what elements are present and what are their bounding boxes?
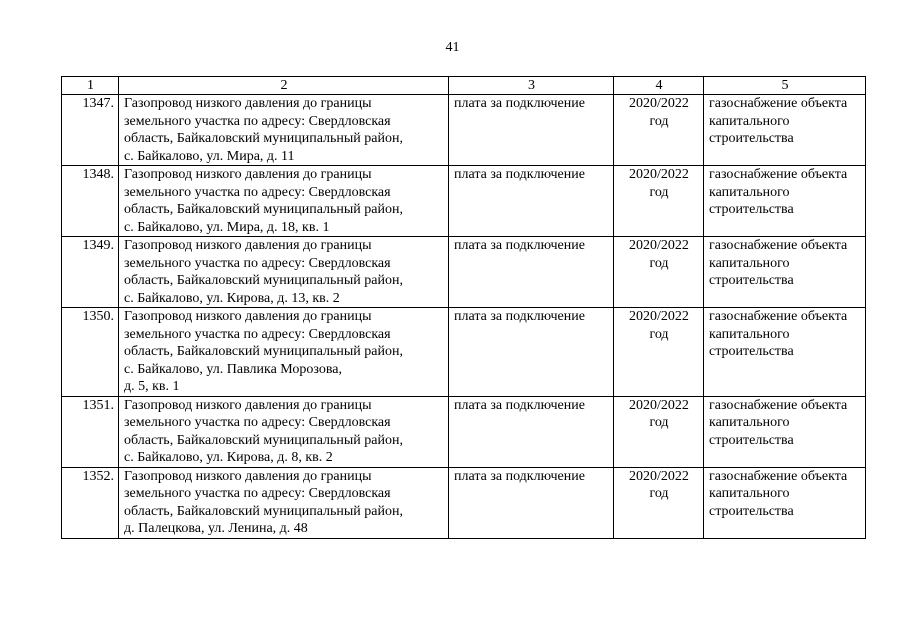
table-header-row: [62, 77, 866, 95]
purpose-cell: [704, 467, 866, 538]
row-number-cell: 1348.: [62, 166, 119, 237]
years-line: год: [649, 184, 669, 200]
purpose-line: газоснабжение объекта: [709, 397, 848, 413]
purpose-cell: [704, 95, 866, 166]
purpose-line: капитального: [709, 415, 790, 430]
object-description-line: Газопровод низкого давления до границы: [124, 309, 372, 324]
years-line: 2020/2022: [629, 238, 689, 253]
object-description-line: земельного участка по адресу: Свердловская: [124, 184, 391, 200]
table-row: [62, 467, 866, 538]
funding-source-cell: плата за подключение: [449, 396, 614, 467]
funding-source-cell: плата за подключение: [449, 237, 614, 308]
purpose-line: строительства: [709, 503, 794, 519]
years-line: год: [649, 113, 669, 129]
table-row: [62, 396, 866, 467]
object-description-line: с. Байкалово, ул. Мира, д. 18, кв. 1: [124, 219, 330, 235]
object-description-cell: [119, 95, 449, 166]
implementation-years-cell: [614, 308, 704, 397]
object-description-line: область, Байкаловский муниципальный район,: [124, 273, 403, 288]
purpose-line: газоснабжение объекта: [709, 238, 848, 253]
object-description-line: земельного участка по адресу: Свердловская: [124, 486, 391, 501]
object-description-line: Газопровод низкого давления до границы: [124, 397, 372, 413]
object-description-cell: [119, 396, 449, 467]
years-line: 2020/2022: [629, 167, 689, 182]
object-description-line: с. Байкалово, ул. Кирова, д. 8, кв. 2: [124, 450, 333, 465]
column-header: 5: [704, 77, 866, 95]
purpose-line: газоснабжение объекта: [709, 167, 848, 182]
purpose-line: капитального: [709, 184, 790, 200]
object-description-line: д. 5, кв. 1: [124, 379, 180, 394]
implementation-years-cell: [614, 95, 704, 166]
implementation-years-cell: [614, 467, 704, 538]
object-description-cell: [119, 166, 449, 237]
implementation-years-cell: [614, 166, 704, 237]
years-line: год: [649, 486, 669, 501]
object-description-line: область, Байкаловский муниципальный район,: [124, 202, 403, 217]
years-line: 2020/2022: [629, 468, 689, 484]
funding-source-cell: плата за подключение: [449, 467, 614, 538]
column-header: 1: [62, 77, 119, 95]
purpose-line: капитального: [709, 113, 790, 129]
table-row: [62, 95, 866, 166]
object-description-cell: [119, 467, 449, 538]
purpose-cell: [704, 396, 866, 467]
purpose-line: строительства: [709, 344, 794, 359]
object-description-line: с. Байкалово, ул. Мира, д. 11: [124, 148, 295, 164]
object-description-cell: [119, 237, 449, 308]
years-line: год: [649, 326, 669, 342]
purpose-line: строительства: [709, 273, 794, 288]
object-description-line: область, Байкаловский муниципальный район,: [124, 432, 403, 448]
object-description-line: Газопровод низкого давления до границы: [124, 167, 372, 182]
purpose-line: строительства: [709, 131, 794, 146]
table-row: [62, 166, 866, 237]
object-description-line: земельного участка по адресу: Свердловская: [124, 326, 391, 342]
column-header: 2: [119, 77, 449, 95]
years-line: год: [649, 415, 669, 430]
purpose-line: капитального: [709, 255, 790, 271]
table-row: [62, 237, 866, 308]
object-description-line: с. Байкалово, ул. Павлика Морозова,: [124, 361, 342, 377]
purpose-line: газоснабжение объекта: [709, 468, 848, 484]
page-number: 41: [445, 40, 460, 55]
table-body: [62, 95, 866, 539]
purpose-line: капитального: [709, 326, 790, 342]
object-description-line: область, Байкаловский муниципальный район,: [124, 131, 403, 146]
years-line: 2020/2022: [629, 397, 689, 413]
object-description-line: земельного участка по адресу: Свердловская: [124, 415, 391, 430]
projects-table: [61, 76, 866, 539]
column-header: 4: [614, 77, 704, 95]
purpose-line: капитального: [709, 486, 790, 501]
funding-source-cell: плата за подключение: [449, 95, 614, 166]
object-description-line: Газопровод низкого давления до границы: [124, 238, 372, 253]
purpose-cell: [704, 237, 866, 308]
implementation-years-cell: [614, 237, 704, 308]
column-header: 3: [449, 77, 614, 95]
object-description-line: земельного участка по адресу: Свердловская: [124, 113, 391, 129]
row-number-cell: 1347.: [62, 95, 119, 166]
purpose-cell: [704, 308, 866, 397]
years-line: 2020/2022: [629, 96, 689, 111]
object-description-line: область, Байкаловский муниципальный район,: [124, 344, 403, 359]
purpose-line: газоснабжение объекта: [709, 309, 848, 324]
funding-source-cell: плата за подключение: [449, 308, 614, 397]
object-description-line: Газопровод низкого давления до границы: [124, 468, 372, 484]
row-number-cell: 1351.: [62, 396, 119, 467]
purpose-line: газоснабжение объекта: [709, 96, 848, 111]
years-line: 2020/2022: [629, 309, 689, 324]
object-description-line: земельного участка по адресу: Свердловская: [124, 255, 391, 271]
object-description-cell: [119, 308, 449, 397]
row-number-cell: 1350.: [62, 308, 119, 397]
funding-source-cell: плата за подключение: [449, 166, 614, 237]
row-number-cell: 1349.: [62, 237, 119, 308]
object-description-line: с. Байкалово, ул. Кирова, д. 13, кв. 2: [124, 290, 340, 306]
purpose-cell: [704, 166, 866, 237]
object-description-line: д. Палецкова, ул. Ленина, д. 48: [124, 521, 308, 536]
purpose-line: строительства: [709, 202, 794, 217]
purpose-line: строительства: [709, 432, 794, 448]
row-number-cell: 1352.: [62, 467, 119, 538]
implementation-years-cell: [614, 396, 704, 467]
object-description-line: область, Байкаловский муниципальный район,: [124, 503, 403, 519]
table-row: [62, 308, 866, 397]
years-line: год: [649, 255, 669, 271]
object-description-line: Газопровод низкого давления до границы: [124, 96, 372, 111]
